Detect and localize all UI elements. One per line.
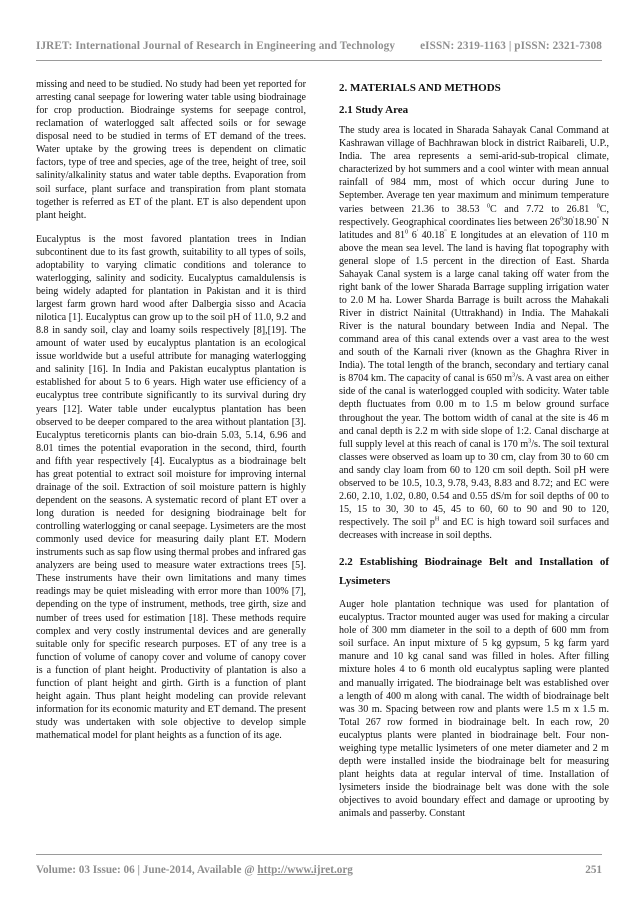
paragraph-intro-continued: missing and need to be studied. No study had been yet reported for arresting canal seepage for lowering water table using biodrainage for crop production. Biodrainge systems for seepage control, reclamation of waterlogged salt affected soils or for sewage disposal need to be studied in terms of ET demand of the trees. Water uptake by the growing trees is dependent on climatic factors, type of tree and species, age of the tree, height of tree, soil salinity/alkalinity status and water table depths. Evaporation from soil surface, plant surface and transpiration from plant stomata together is referred as ET of the plant. ET is also dependent upon plant height. bbox=[36, 79, 306, 221]
section-title-materials-methods: 2. MATERIALS AND METHODS bbox=[339, 82, 501, 94]
journal-title: IJRET: International Journal of Research in Engineering and Technology bbox=[36, 40, 396, 52]
paragraph-study-area: The study area is located in Sharada Sahayak Canal Command at Kashrawan village of Bachhrawan block in district Raibareli, U.P., India. The area represents a semi-arid-sub-tropical climate, characterized by hot summers and a cool winter with mean annual rainfall of 984 mm, most of which occur during June to September. Average ten year maximum and minimum temperature varies between 21.36 to 38.53 $^0$C and 7.72 to 26.81 $^0$C, respectively. Geographical coordinates lies between $26^030'18.90^"$ N latitudes and $81^0$ 6' 40.18" E longitudes at an elevation of 110 m above the mean sea level. The land is having flat topography with general slope of 1.5 percent in the direction of East. Sharda Sahayak Canal system is a large canal taking off water from the right bank of the lower Sharada Barrage suppling irrigation water to 2.0 M ha. Lower Sharda Barrage is built across the Mahakali River in district Nainital (Uttrakhand) in India. The Mahakali River is the natural boundary between India and Nepal. The command area of this canal extends over a vast area to the west and south of the Karnali river (known as the Ghaghra River in India). The total length of the branch, secondary and tertiary canal is 8704 km. The capacity of canal is 650 $m^3/s$. A vast area on either side of the canal is waterlogged coupled with sodicity. Water table depth fluctuates from 0.00 m to 1.5 m below ground surface throughout the year. The bottom width of canal at the site is 46 m and canal depth is 2.2 m with side slope of 1:2. Canal discharge at full supply level at this reach of canal is 170 $m^3/s$. The soil textural classes were observed as loam up to 30 cm, clay from 30 to 60 cm and sandy clay loam from 60 to 120 cm soil depth. Soil pH were observed to be 10.5, 10.3, 9.78, 9.43, 8.83 and 8.72; and EC were 2.60, 2.10, 1.02, 0.80, 0.54 and 0.55 dS/m for soil depths of 00 to 15, 15 to 30, 30 to 45, 45 to 60, 60 to 90 and 90 to 120, respectively. The soil $p^H$ and EC is high toward soil surfaces and decreases with increase in soil depths. bbox=[339, 125, 609, 542]
page-number: 251 bbox=[585, 864, 602, 876]
subsection-title-study-area: 2.1 Study Area bbox=[339, 104, 409, 117]
page-footer bbox=[36, 864, 602, 876]
journal-website-link[interactable]: http://www.ijret.org bbox=[257, 864, 353, 876]
paragraph-lysimeters: Auger hole plantation technique was used for plantation of eucalyptus. Tractor mounted auger was used for making a circular hole of 300 mm diameter in the soil to a depth of 600 mm from soil surface. An input mixture of 5 kg gypsum, 5 kg farm yard manure and 10 kg canal sand was filled in holes. After filling mixture holes 4 to 6 month old eucalyptus sapling were planted and manually irrigated. The biodrainage belt was established over a length of 400 m along with canal. The width of biodrainage belt was 30 m. Spacing between row and plants were 1.5 m x 1.5 m. Total 267 row formed in biodrainage belt. In each row, 20 eucalyptus plants were planted in biodrainage belt. Four non-weighing type metallic lysimeters of one meter diameter and 2 m depth were installed inside the biodrainage belt for measuring plant heights data at regular interval of time. Installation of lysimeters inside the biodrainage belt was done with the sole objectives to avoid boundary effect and damage or uprooting by animals and passerby. Constant bbox=[339, 599, 609, 820]
footer-volume-info: Volume: 03 Issue: 06 | June-2014, Available @ http://www.ijret.org bbox=[36, 864, 353, 876]
paragraph-eucalyptus: Eucalyptus is the most favored plantation trees in Indian subcontinent due to its fast growth, suitability to all types of soils, adoptability to varying climatic conditions and tolerance to waterlogging, salinity and sodicity. Eucalyptus camaldulensis is being widely adapted for plantation in Pakistan and it is third largest farm grown hard wood after Dalbergia sisso and Acacia nilotica [1]. Eucalyptus can grow up to the soil pH of 11.0, 9.2 and 8.8 in sandy soil, clay and loamy soils respectively [8],[19]. The amount of water used by eucalyptus plantation is an ecological issue worldwide but a useful attribute for managing waterlogging and salinity [16]. In India and Pakistan eucalyptus plantation is established for about 5 to 6 years. High water use efficiency of a eucalyptus tree contribute significantly to its survival during dry years [12]. Water table under eucalyptus plantation has been observed to be deeper compared to the area without plantation [3]. Eucalyptus tereticornis plants can bio-drain 5.03, 5.14, 6.96 and 8.01 times the potential evaporation in the second, third, fourth and fifth year respectively [4]. Eucalyptus as a biodrainage belt has great potential to extract soil moisture for improving internal drainage of the soil. Extraction of soil moisture pattern is highly dependent on the seasons. A systematic record of plant ET over a long duration is needed for designing biodrainage belt for controlling waterlogging or canal seepage. Lysimeters are the most commonly used device for measuring daily plant ET. Modern instruments such as sap flow using thermal probes and infrared gas analyzers are being used to measure water extractions trees [5]. These instruments have their own limitations and many times readings may be quiet misleading with error more than 100% [7], depending on the type of instrument, methods, tree girth, size and number of trees used for estimation [18]. These methods require complex and very costly instrumental devices and are generally suitable only for specific research purposes. ET of any tree is a function of volume of canopy cover and volume of canopy cover is a function of plant height. Productivity of plantation is also a function of plant height and girth. Girth is a function of plant height again. Thus plant height modeling can provide relevant information for its economic maturity and ET demand. The present study was undertaken with sole objective to develop simple mathematical model for plant heights as a function of its age. bbox=[36, 233, 306, 742]
header-divider bbox=[36, 60, 602, 61]
subsection-title-biodrainage-belt: 2.2 Establishing Biodrainage Belt and Installation of Lysimeters bbox=[339, 556, 609, 588]
issn-info: eISSN: 2319-1163 | pISSN: 2321-7308 bbox=[420, 40, 602, 52]
footer-divider bbox=[36, 854, 602, 855]
right-column bbox=[339, 78, 609, 820]
page-header bbox=[36, 40, 602, 52]
left-column bbox=[36, 78, 306, 742]
